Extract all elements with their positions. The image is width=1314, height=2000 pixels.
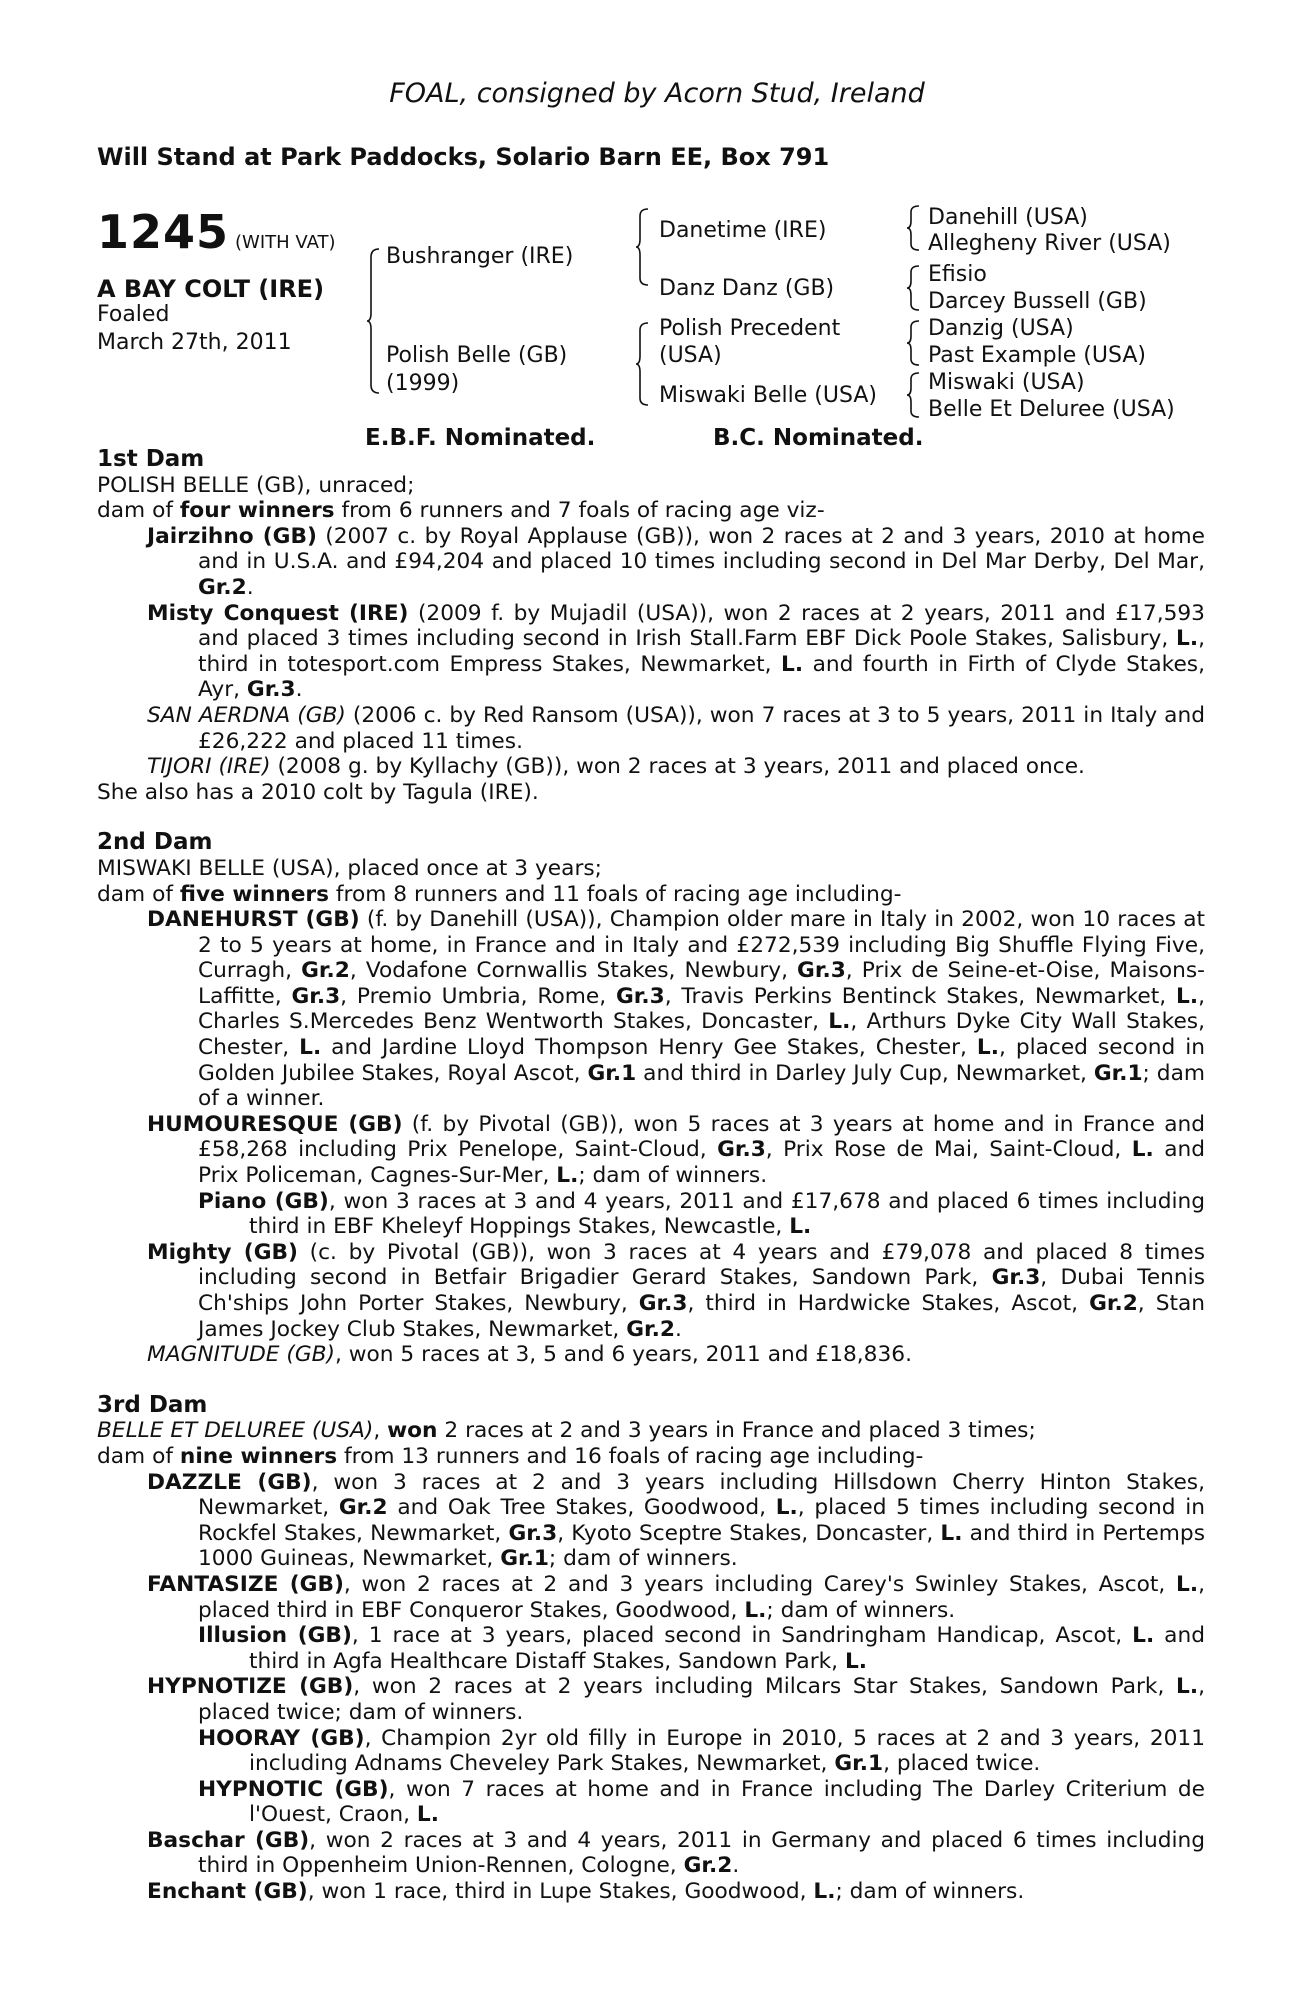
produce-entry: TIJORI (IRE) (2008 g. by Kyllachy (GB)), won 2 races at 3 years, 2011 and placed once. <box>147 754 1085 780</box>
produce-entry: HYPNOTIZE (GB), won 2 races at 2 years including Milcars Star Stakes, Sandown Park, L., placed twice; dam of winners. <box>147 1674 1206 1725</box>
pedigree-dam-year: (1999) <box>386 371 460 396</box>
lot-number: 1245 <box>97 205 230 259</box>
pedigree-dam-sire: Polish Precedent <box>659 316 841 341</box>
catalogue-body <box>97 447 1205 1905</box>
produce-entry: SAN AERDNA (GB) (2006 c. by Red Ransom (USA)), won 7 races at 3 to 5 years, 2011 in Italy and £26,222 and placed 11 times. <box>147 702 1205 754</box>
brace-gen3-2 <box>907 265 921 311</box>
second-dam-intro: MISWAKI BELLE (USA), placed once at 3 years; <box>97 855 602 881</box>
pedigree-g2: Allegheny River (USA) <box>928 231 1171 256</box>
produce-entry-grandchild: Illusion (GB), 1 race at 3 years, placed second in Sandringham Handicap, Ascot, L. and third in Agfa Healthcare Distaff Stakes, Sandown Park, L. <box>198 1623 1205 1674</box>
bc-nominated: B.C. Nominated. <box>713 425 924 451</box>
produce-entry: MAGNITUDE (GB), won 5 races at 3, 5 and 6 years, 2011 and £18,836. <box>147 1342 912 1368</box>
pedigree-g3: Efisio <box>928 262 987 287</box>
third-dam-summary: dam of nine winners from 13 runners and 16 foals of racing age including- <box>97 1443 924 1469</box>
second-dam-summary: dam of five winners from 8 runners and 11 foals of racing age including- <box>97 881 902 907</box>
first-dam-closing: She also has a 2010 colt by Tagula (IRE). <box>97 779 539 805</box>
ebf-nominated: E.B.F. Nominated. <box>365 425 596 451</box>
first-dam-heading: 1st Dam <box>97 446 205 472</box>
pedigree-g8: Belle Et Deluree (USA) <box>928 397 1175 422</box>
foaled-label: Foaled <box>97 302 170 327</box>
produce-entry: Enchant (GB), won 1 race, third in Lupe Stakes, Goodwood, L.; dam of winners. <box>147 1879 1025 1905</box>
produce-entry-grandchild: HYPNOTIC (GB), won 7 races at home and in France including The Darley Criterium de l'Ouest, Craon, L. <box>198 1776 1206 1828</box>
produce-entry: Mighty (GB) (c. by Pivotal (GB)), won 3 races at 4 years and £79,078 and placed 8 times including second in Betfair Brigadier Gerard Stakes, Sandown Park, Gr.3, Dubai Tennis Ch'ships John Porter Stakes, Newbury, Gr.3, third in Hardwicke Stakes, Ascot, Gr.2, Stan James Jockey Club Stakes, Newmarket, Gr.2. <box>147 1239 1205 1342</box>
foaled-date: March 27th, 2011 <box>97 330 292 355</box>
stand-location: Will Stand at Park Paddocks, Solario Barn EE, Box 791 <box>97 143 830 171</box>
foaled-info <box>97 301 292 357</box>
produce-entry: Baschar (GB), won 2 races at 3 and 4 years, 2011 in Germany and placed 6 times including third in Oppenheim Union-Rennen, Cologne, Gr.2. <box>147 1827 1206 1879</box>
third-dam-intro: BELLE ET DELUREE (USA), won 2 races at 2 and 3 years in France and placed 3 times; <box>97 1418 1036 1444</box>
brace-gen3-1 <box>907 205 921 251</box>
pedigree-sire-dam: Danz Danz (GB) <box>659 276 835 301</box>
produce-entry: FANTASIZE (GB), won 2 races at 2 and 3 years including Carey's Swinley Stakes, Ascot, L., placed third in EBF Conqueror Stakes, Goodwood, L.; dam of winners. <box>147 1571 1205 1623</box>
lot-description: A BAY COLT (IRE) <box>97 275 325 303</box>
lot-number-block <box>97 205 336 259</box>
brace-sire-dam <box>367 248 381 394</box>
produce-entry-grandchild: HOORAY (GB), Champion 2yr old filly in Europe in 2010, 5 races at 2 and 3 years, 2011 including Adnams Cheveley Park Stakes, Newmarket, Gr.1, placed twice. <box>198 1725 1206 1777</box>
produce-entry: DAZZLE (GB), won 3 races at 2 and 3 years including Hillsdown Cherry Hinton Stakes, Newmarket, Gr.2 and Oak Tree Stakes, Goodwood, L., placed 5 times including second in Rockfel Stakes, Newmarket, Gr.3, Kyoto Sceptre Stakes, Doncaster, L. and third in Pertemps 1000 Guineas, Newmarket, Gr.1; dam of winners. <box>147 1469 1205 1572</box>
brace-sire-line <box>636 208 650 286</box>
pedigree-sire: Bushranger (IRE) <box>386 244 574 269</box>
pedigree-dam-dam: Miswaki Belle (USA) <box>659 383 877 408</box>
pedigree-g7: Miswaki (USA) <box>928 370 1085 395</box>
produce-entry: HUMOURESQUE (GB) (f. by Pivotal (GB)), won 5 races at 3 years at home and in France and £58,268 including Prix Penelope, Saint-Cloud, Gr.3, Prix Rose de Mai, Saint-Cloud, L. and Prix Policeman, Cagnes-Sur-Mer, L.; dam of winners. <box>147 1111 1206 1189</box>
pedigree-g5: Danzig (USA) <box>928 316 1074 341</box>
pedigree-g6: Past Example (USA) <box>928 343 1146 368</box>
produce-entry: Jairzihno (GB) (2007 c. by Royal Applause (GB)), won 2 races at 2 and 3 years, 2010 at home and in U.S.A. and £94,204 and placed 10 times including second in Del Mar Derby, Del Mar, Gr.2. <box>147 523 1206 600</box>
pedigree-dam-sire-country: (USA) <box>659 343 722 368</box>
page-title: FOAL, consigned by Acorn Stud, Ireland <box>389 78 925 109</box>
produce-entry: Misty Conquest (IRE) (2009 f. by Mujadil (USA)), won 2 races at 2 years, 2011 and £17,593 and placed 3 times including second in Irish Stall.Farm EBF Dick Poole Stakes, Salisbury, L., third in totesport.com Empress Stakes, Newmarket, L. and fourth in Firth of Clyde Stakes, Ayr, Gr.3. <box>147 600 1205 703</box>
produce-entry-grandchild: Piano (GB), won 3 races at 3 and 4 years, 2011 and £17,678 and placed 6 times including third in EBF Kheleyf Hoppings Stakes, Newcastle, L. <box>198 1188 1206 1240</box>
third-dam-heading: 3rd Dam <box>97 1391 208 1418</box>
brace-dam-line <box>636 322 650 406</box>
first-dam-summary: dam of four winners from 6 runners and 7 foals of racing age viz- <box>97 498 825 524</box>
pedigree-g1: Danehill (USA) <box>928 205 1088 230</box>
brace-gen3-4 <box>907 372 921 418</box>
produce-entry: DANEHURST (GB) (f. by Danehill (USA)), Champion older mare in Italy in 2002, won 10 races at 2 to 5 years at home, in France and in Italy and £272,539 including Big Shuffle Flying Five, Curragh, Gr.2, Vodafone Cornwallis Stakes, Newbury, Gr.3, Prix de Seine-et-Oise, Maisons-Laffitte, Gr.3, Premio Umbria, Rome, Gr.3, Travis Perkins Bentinck Stakes, Newmarket, L., Charles S.Mercedes Benz Wentworth Stakes, Doncaster, L., Arthurs Dyke City Wall Stakes, Chester, L. and Jardine Lloyd Thompson Henry Gee Stakes, Chester, L., placed second in Golden Jubilee Stakes, Royal Ascot, Gr.1 and third in Darley July Cup, Newmarket, Gr.1; dam of a winner. <box>147 907 1205 1112</box>
pedigree-dam: Polish Belle (GB) <box>386 343 568 368</box>
second-dam-heading: 2nd Dam <box>97 829 213 856</box>
first-dam-intro: POLISH BELLE (GB), unraced; <box>97 472 415 498</box>
brace-gen3-3 <box>907 320 921 366</box>
vat-label: (WITH VAT) <box>235 232 336 253</box>
pedigree-sire-sire: Danetime (IRE) <box>659 218 827 243</box>
pedigree-g4: Darcey Bussell (GB) <box>928 289 1147 314</box>
